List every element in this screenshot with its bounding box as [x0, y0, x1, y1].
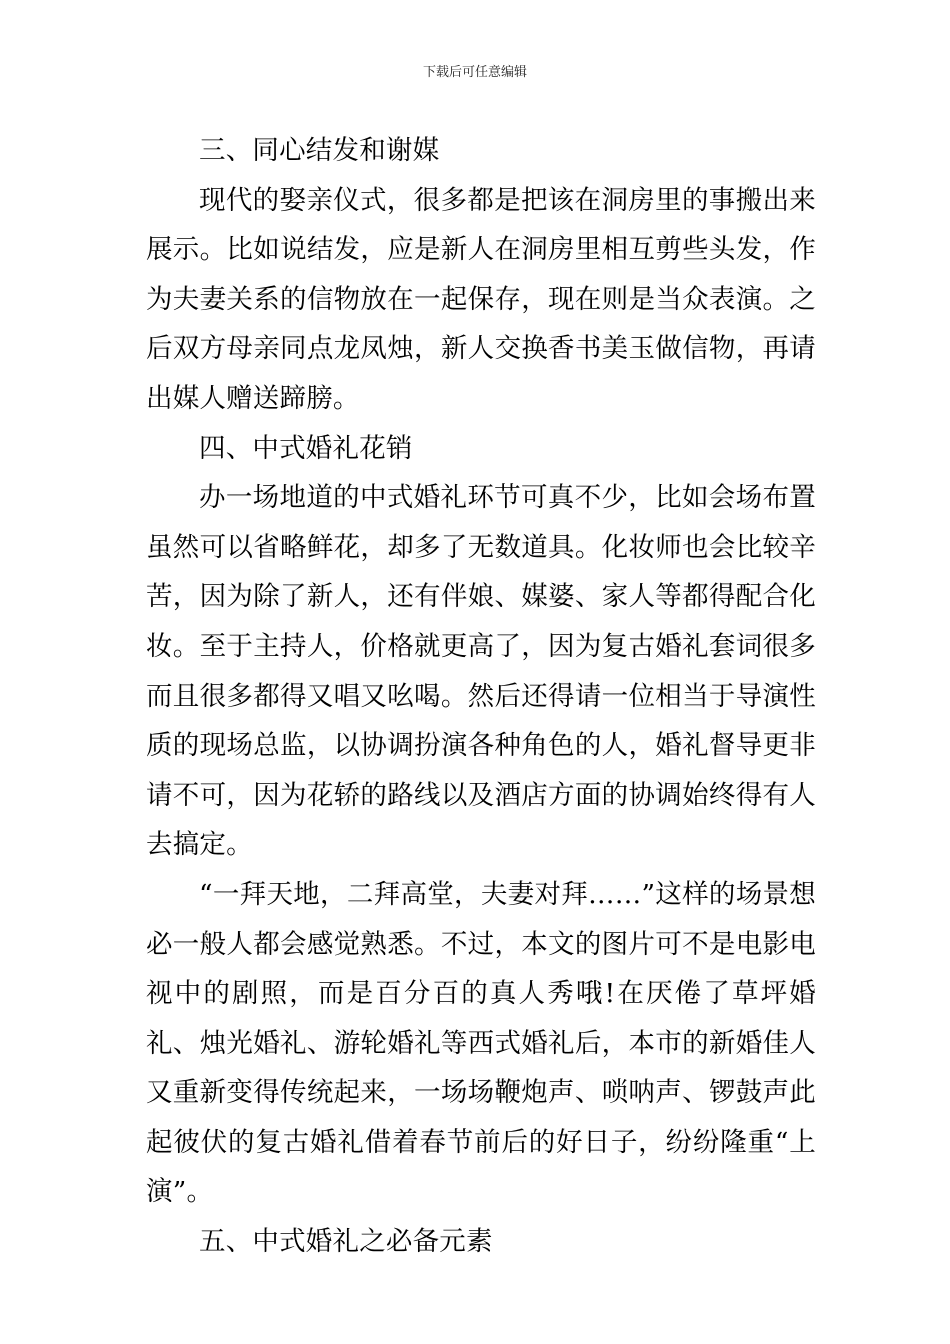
section-heading-4: 四、中式婚礼花销	[199, 432, 413, 464]
paragraph-wedding-ceremony: 现代的娶亲仪式，很多都是把该在洞房里的事搬出来展示。比如说结发，应是新人在洞房里相互剪些头发，作为夫妻关系的信物放在一起保存，现在则是当众表演。之后双方母亲同点龙凤烛，新人交换香书美玉做信物，再请出媒人赠送蹄膀。	[146, 184, 816, 414]
paragraph-wedding-costs: 办一场地道的中式婚礼环节可真不少，比如会场布置虽然可以省略鲜花，却多了无数道具。化妆师也会比较辛苦，因为除了新人，还有伴娘、媒婆、家人等都得配合化妆。至于主持人，价格就更高了，因为复古婚礼套词很多而且很多都得又唱又吆喝。然后还得请一位相当于导演性质的现场总监，以协调扮演各种角色的人，婚礼督导更非请不可，因为花轿的路线以及酒店方面的协调始终得有人去搞定。	[146, 482, 816, 861]
document-body	[146, 126, 816, 1267]
section-heading-5: 五、中式婚礼之必备元素	[199, 1226, 493, 1258]
paragraph-retro-wedding: “一拜天地，二拜高堂，夫妻对拜……”这样的场景想必一般人都会感觉熟悉。不过，本文的图片可不是电影电视中的剧照，而是百分百的真人秀哦!在厌倦了草坪婚礼、烛光婚礼、游轮婚礼等西式婚礼后，本市的新婚佳人又重新变得传统起来，一场场鞭炮声、唢呐声、锣鼓声此起彼伏的复古婚礼借着春节前后的好日子，纷纷隆重“上演”。	[146, 878, 816, 1208]
section-heading-3: 三、同心结发和谢媒	[199, 135, 440, 166]
page-header: 下载后可任意编辑	[422, 65, 527, 80]
